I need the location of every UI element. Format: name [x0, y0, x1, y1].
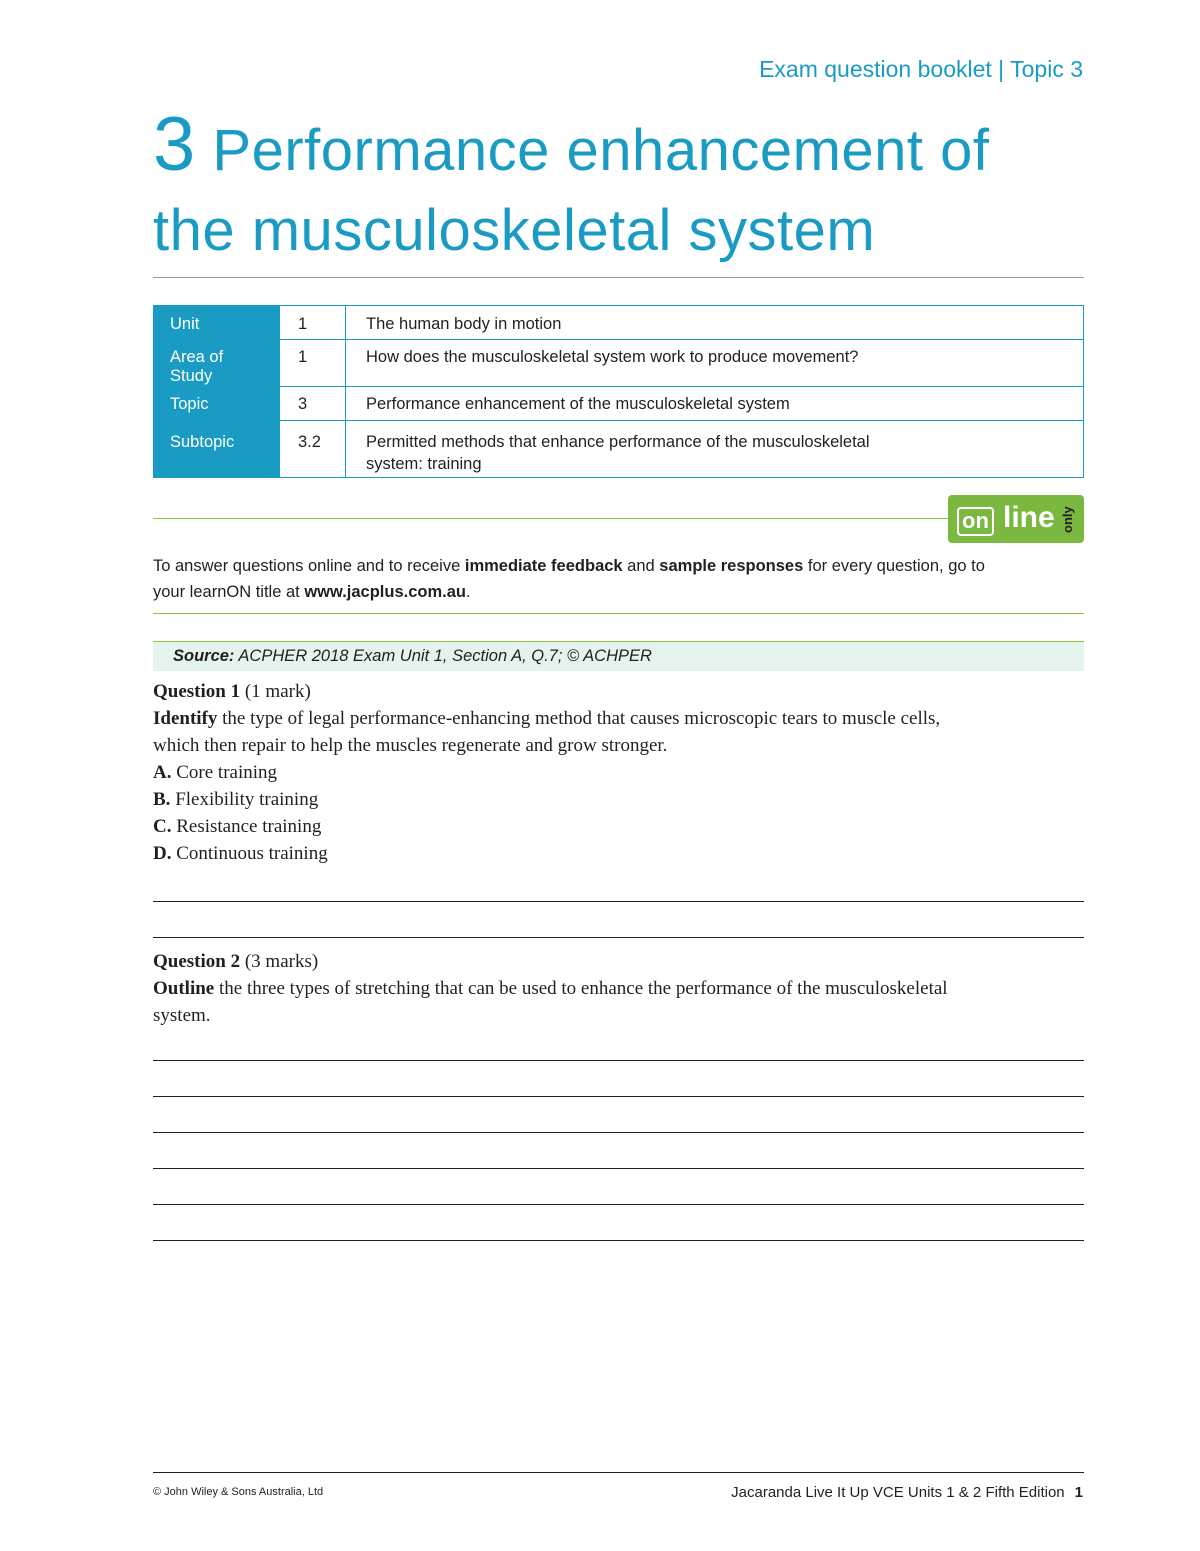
online-instructions: To answer questions online and to receive immediate feedback and sample responses for every question, go to your learnON title at www.jacplus.com.au. [153, 557, 985, 601]
immediate-feedback-text: immediate feedback [464, 557, 623, 575]
online-only-badge [948, 495, 1084, 543]
row-key: Area of Study [154, 340, 280, 387]
option-b[interactable]: B. Flexibility training [153, 789, 319, 810]
row-desc-line-2: system: training [366, 455, 482, 473]
badge-only-text: only [1060, 506, 1075, 533]
badge-line-text: line [1003, 501, 1055, 534]
footer-copyright: © John Wiley & Sons Australia, Ltd [153, 1486, 324, 1498]
badge-on-text: on [957, 507, 994, 536]
sample-responses-text: sample responses [659, 557, 804, 575]
row-desc: Performance enhancement of the musculoskeletal system [346, 387, 1084, 421]
row-desc: The human body in motion [346, 306, 1084, 340]
answer-line[interactable] [153, 1096, 1084, 1097]
title-line-1: Performance enhancement of [212, 118, 990, 183]
topic-number: 3 [153, 102, 196, 187]
source-text: ACPHER 2018 Exam Unit 1, Section A, Q.7; © ACHPER [234, 647, 652, 665]
row-value: 1 [280, 340, 346, 387]
question-1-heading: Question 1 (1 mark) [153, 681, 311, 702]
row-desc-line-1: Permitted methods that enhance performance of the musculoskeletal [366, 433, 870, 451]
question-2-verb: Outline [153, 978, 215, 999]
row-key: Topic [154, 387, 280, 421]
answer-line[interactable] [153, 901, 1084, 902]
topic-info-table [153, 305, 1084, 478]
title-divider [153, 277, 1084, 278]
option-a[interactable]: A. Core training [153, 762, 278, 783]
source-label: Source: [173, 647, 235, 665]
answer-line[interactable] [153, 1132, 1084, 1133]
question-2 [153, 948, 1084, 1029]
footer-book [731, 1484, 1083, 1501]
answer-line[interactable] [153, 1204, 1084, 1205]
topic-label: Topic 3 [1010, 56, 1083, 82]
answer-line[interactable] [153, 1060, 1084, 1061]
jacplus-link[interactable]: www.jacplus.com.au [304, 583, 466, 601]
question-2-prompt: Outline the three types of stretching that can be used to enhance the performance of the musculoskeletal system. [153, 978, 948, 1026]
source-bar [153, 641, 1084, 671]
answer-line[interactable] [153, 1240, 1084, 1241]
question-1-prompt: Identify the type of legal performance-enhancing method that causes microscopic tears to muscle cells, which then repair to help the muscles regenerate and grow stronger. [153, 708, 941, 756]
option-c[interactable]: C. Resistance training [153, 816, 322, 837]
row-desc [346, 421, 1084, 478]
footer-divider [153, 1472, 1084, 1473]
page-number: 1 [1074, 1484, 1083, 1501]
page-title [153, 102, 1113, 271]
option-d[interactable]: D. Continuous training [153, 843, 328, 864]
question-1-verb: Identify [153, 708, 218, 729]
row-desc: How does the musculoskeletal system work to produce movement? [346, 340, 1084, 387]
row-key: Unit [154, 306, 280, 340]
table-row [154, 387, 1084, 421]
booklet-label: Exam question booklet [759, 56, 992, 82]
table-row [154, 421, 1084, 478]
row-value: 3.2 [280, 421, 346, 478]
question-2-heading: Question 2 (3 marks) [153, 951, 319, 972]
table-row [154, 340, 1084, 387]
row-value: 1 [280, 306, 346, 340]
footer-book-title: Jacaranda Live It Up VCE Units 1 & 2 Fifth Edition [731, 1484, 1065, 1501]
intro-divider [153, 613, 1084, 614]
table-row [154, 306, 1084, 340]
answer-line[interactable] [153, 937, 1084, 938]
row-key: Subtopic [154, 421, 280, 478]
question-1 [153, 678, 1084, 867]
row-value: 3 [280, 387, 346, 421]
title-line-2: the musculoskeletal system [153, 198, 876, 263]
online-divider [153, 518, 948, 519]
page-header: Exam question booklet | Topic 3 [759, 56, 1083, 82]
answer-line[interactable] [153, 1168, 1084, 1169]
